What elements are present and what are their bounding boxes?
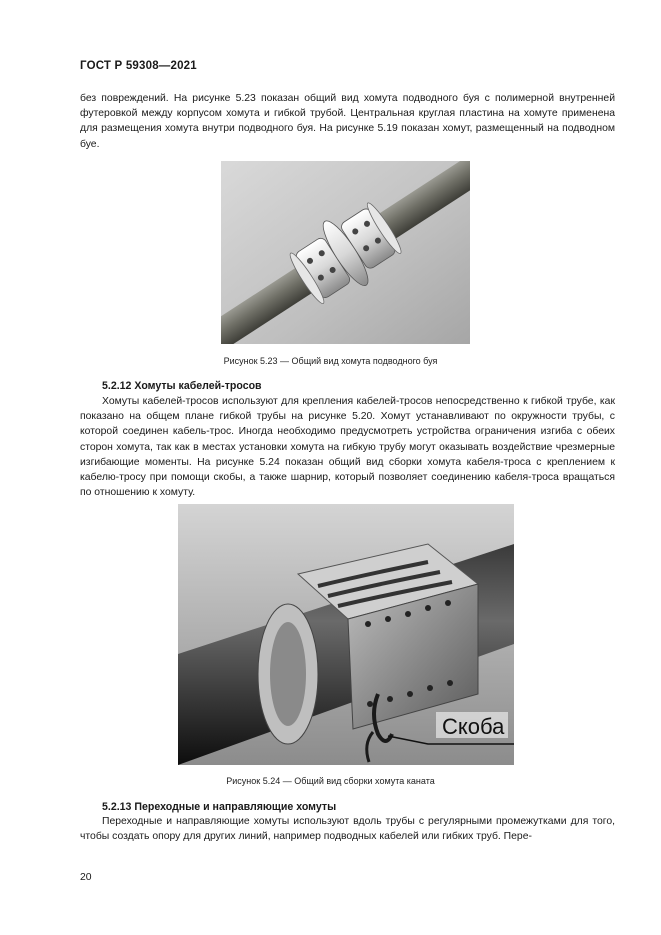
page-number: 20 — [80, 872, 92, 883]
figure-buoy-clamp-image — [221, 161, 470, 344]
figure-cable-clamp-image — [178, 504, 514, 765]
section-heading-5-2-12: 5.2.12 Хомуты кабелей-тросов — [102, 380, 262, 392]
document-header: ГОСТ Р 59308—2021 — [80, 60, 197, 72]
section-heading-5-2-13: 5.2.13 Переходные и направляющие хомуты — [102, 801, 337, 813]
paragraph-5-2-13: Переходные и направляющие хомуты используют вдоль трубы с регулярными промежутками для того, чтобы создать опору для других линий, например подводных кабелей или гибких труб. Пере- — [80, 816, 615, 843]
paragraph-5-2-12: Хомуты кабелей-тросов используют для крепления кабелей-тросов непосредственно к гибкой трубе, как показано на общем плане гибкой трубы на рисунке 5.20. Хомут устанавливают по окружности трубы, с которой соединен кабель-трос. Иногда необходимо предусмотреть устройства ограничения изгиба с обеих сторон хомута, так как в местах установки хомута на гибкую трубу могут оказывать воздействие чрезмерные изгибающие моменты. На рисунке 5.24 показан общий вид сборки хомута кабеля-троса с креплением к кабелю-тросу при помощи скобы, а также шарнир, который позволяет соединению кабеля-троса вращаться по отношению к хомуту. — [80, 396, 615, 499]
figure-5-23-caption: Рисунок 5.23 — Общий вид хомута подводного буя — [223, 356, 438, 366]
figure-label-shackle: Скоба — [442, 714, 505, 739]
paragraph-intro: без повреждений. На рисунке 5.23 показан общий вид хомута подводного буя с полимерной внутренней футеровкой между корпусом хомута и гибкой трубой. Центральная круглая пластина на хомуте применена для размещения хомута внутри подводного буя. На рисунке 5.19 показан хомут, размещенный на подводном буе. — [80, 93, 615, 150]
figure-5-24-caption: Рисунок 5.24 — Общий вид сборки хомута каната — [226, 776, 435, 786]
